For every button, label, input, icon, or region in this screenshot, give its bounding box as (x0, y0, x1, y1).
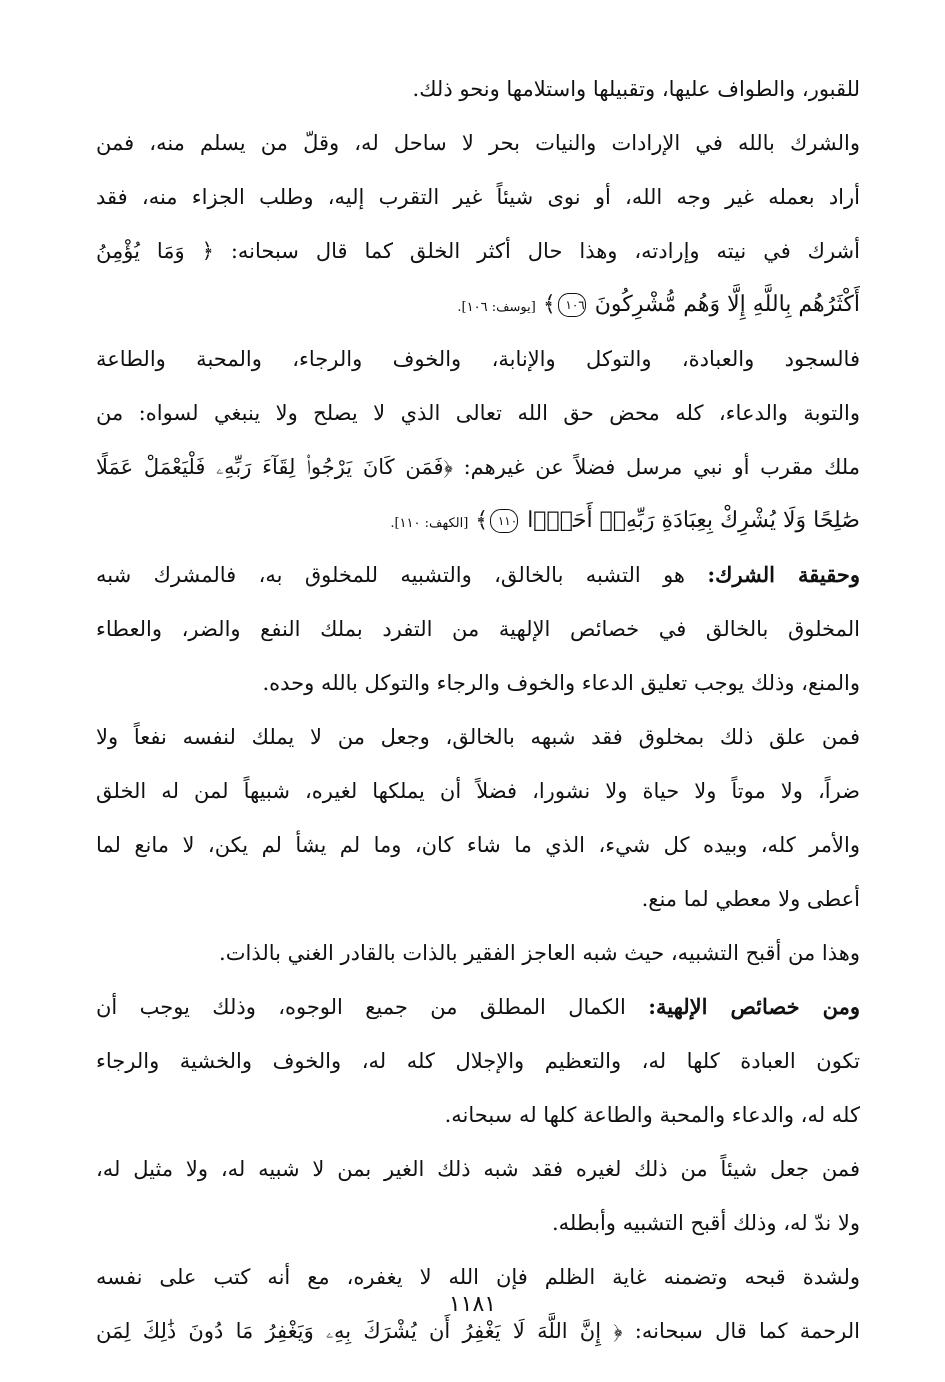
text-line-2 (96, 116, 860, 170)
verse-reference: [يوسف: ١٠٦]. (457, 300, 536, 315)
verse-number-marker: ١١٠ (490, 509, 518, 533)
quran-verse-text: صَٰلِحًا وَلَا يُشْرِكْ بِعِبَادَةِ رَبِّهِۦٓ أَحَدًۢا (527, 508, 860, 533)
line-text: أعطى ولا معطي لما منع. (641, 887, 860, 911)
line-text: والمنع، وذلك يوجب تعليق الدعاء والخوف والرجاء والتوكل بالله وحده. (262, 671, 860, 695)
line-text: أراد بعمله غير وجه الله، أو نوى شيئاً غير التقرب إليه، وطلب الجزاء منه، فقد (96, 185, 860, 209)
text-line-17 (96, 926, 860, 980)
line-text: وهذا من أقبح التشبيه، حيث شبه العاجز الفقير بالذات بالقادر الغني بالذات. (219, 941, 860, 965)
quran-verse-text: أَكْثَرُهُم بِاللَّهِ إِلَّا وَهُم مُّشْرِكُونَ (594, 292, 860, 317)
quran-verse-line-yusuf: أَكْثَرُهُم بِاللَّهِ إِلَّا وَهُم مُّشْرِكُونَ ١٠٦﴾ [يوسف: ١٠٦]. (457, 292, 860, 317)
quran-verse-line-kahf: صَٰلِحًا وَلَا يُشْرِكْ بِعِبَادَةِ رَبِّهِۦٓ أَحَدًۢا ١١٠﴾ [الكهف: ١١٠]. (390, 508, 860, 533)
text-line-1 (96, 62, 860, 116)
text-line-13 (96, 710, 860, 764)
section-heading: ومن خصائص الإلهية: (648, 994, 860, 1019)
text-line-10 (96, 548, 860, 602)
line-text: الرحمة كما قال سبحانه: ﴿ إِنَّ اللَّهَ لَا يَغْفِرُ أَن يُشْرَكَ بِهِۦ وَيَغْفِرُ مَا دُونَ ذَٰلِكَ لِمَن (96, 1319, 860, 1343)
verse-reference: [الكهف: ١١٠]. (390, 516, 469, 531)
text-line-6 (96, 332, 860, 386)
page-body (96, 62, 860, 1358)
text-line-16 (96, 872, 860, 926)
text-line-15 (96, 818, 860, 872)
line-text: فمن علق ذلك بمخلوق فقد شبهه بالخالق، وجعل من لا يملك لنفسه نفعاً ولا (96, 725, 860, 749)
text-line-8 (96, 440, 860, 494)
text-line-4 (96, 224, 860, 278)
line-text: ضراً، ولا موتاً ولا حياة ولا نشورا، فضلاً أن يملكها لغيره، شبيهاً لمن له الخلق (96, 779, 860, 803)
verse-number-marker: ١٠٦ (558, 293, 586, 317)
text-line-22 (96, 1196, 860, 1250)
text-line-14 (96, 764, 860, 818)
line-text: تكون العبادة كلها له، والتعظيم والإجلال كله له، والخوف والخشية والرجاء (96, 1049, 860, 1073)
line-text: أشرك في نيته وإرادته، وهذا حال أكثر الخلق كما قال سبحانه: ﴿ وَمَا يُؤْمِنُ (96, 239, 860, 263)
text-line-19 (96, 1034, 860, 1088)
line-text: ولشدة قبحه وتضمنه غاية الظلم فإن الله لا يغفره، مع أنه كتب على نفسه (96, 1265, 860, 1289)
text-line-18 (96, 980, 860, 1034)
text-line-3 (96, 170, 860, 224)
line-text: والشرك بالله في الإرادات والنيات بحر لا ساحل له، وقلّ من يسلم منه، فمن (96, 131, 860, 155)
text-line-12 (96, 656, 860, 710)
line-text: المخلوق بالخالق في خصائص الإلهية من التفرد بملك النفع والضر، والعطاء (96, 617, 860, 641)
line-text: الكمال المطلق من جميع الوجوه، وذلك يوجب أن (96, 995, 649, 1019)
line-text: والتوبة والدعاء، كله محض حق الله تعالى الذي لا يصلح ولا ينبغي لسواه: من (96, 401, 860, 425)
line-text: للقبور، والطواف عليها، وتقبيلها واستلامها ونحو ذلك. (412, 77, 860, 101)
text-line-21 (96, 1142, 860, 1196)
line-text: فالسجود والعبادة، والتوكل والإنابة، والخوف والرجاء، والمحبة والطاعة (96, 347, 860, 371)
line-text: كله له، والدعاء والمحبة والطاعة كلها له سبحانه. (444, 1103, 860, 1127)
line-text: هو التشبه بالخالق، والتشبيه للمخلوق به، فالمشرك شبه (96, 563, 708, 587)
text-line-11 (96, 602, 860, 656)
line-text: فمن جعل شيئاً من ذلك لغيره فقد شبه ذلك الغير بمن لا شبيه له، ولا مثيل له، (96, 1157, 860, 1181)
text-line-7 (96, 386, 860, 440)
section-heading: وحقيقة الشرك: (707, 562, 860, 587)
text-line-20 (96, 1088, 860, 1142)
line-text: ملك مقرب أو نبي مرسل فضلاً عن غيرهم: ﴿فَمَن كَانَ يَرْجُوا۟ لِقَآءَ رَبِّهِۦ فَلْيَعْمَلْ عَمَلًا (96, 455, 860, 479)
line-text: والأمر كله، وبيده كل شيء، الذي ما شاء كان، وما لم يشأ لم يكن، لا مانع لما (96, 833, 860, 857)
page-number: ١١٨١ (448, 1292, 497, 1317)
line-text: ولا ندّ له، وذلك أقبح التشبيه وأبطله. (552, 1211, 860, 1235)
